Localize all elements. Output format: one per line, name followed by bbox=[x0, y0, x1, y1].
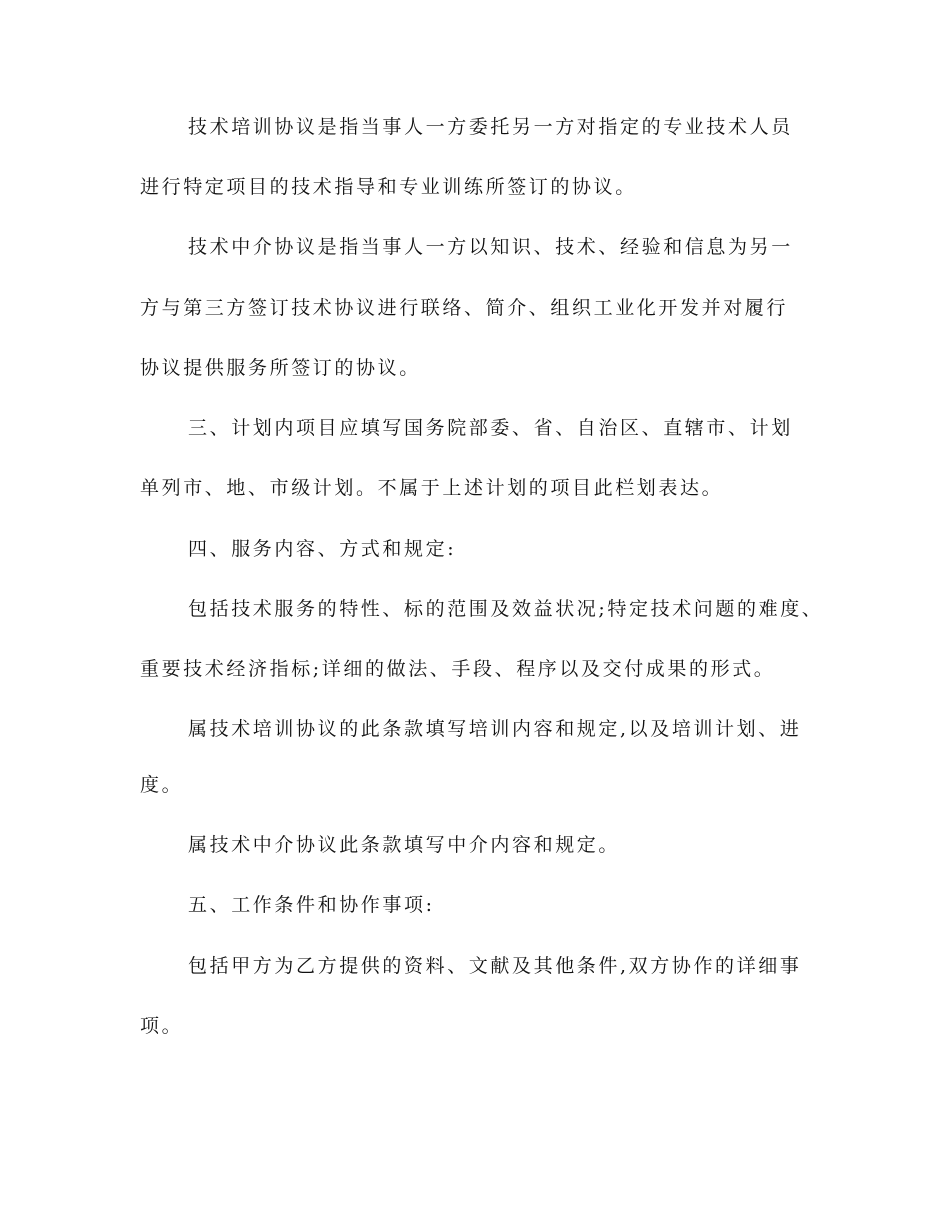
text-line: 包括技术服务的特性、标的范围及效益状况;特定技术问题的难度、 bbox=[188, 598, 824, 620]
text-line: 四、服务内容、方式和规定: bbox=[188, 538, 457, 560]
text-line: 度。 bbox=[140, 774, 184, 796]
text-line: 技术中介协议是指当事人一方以知识、技术、经验和信息为另一 bbox=[188, 236, 793, 258]
text-line: 协议提供服务所签订的协议。 bbox=[140, 357, 421, 379]
text-line: 项。 bbox=[140, 1015, 184, 1037]
text-line: 五、工作条件和协作事项: bbox=[188, 894, 435, 916]
text-line: 三、计划内项目应填写国务院部委、省、自治区、直辖市、计划 bbox=[188, 417, 793, 439]
text-line: 重要技术经济指标;详细的做法、手段、程序以及交付成果的形式。 bbox=[140, 658, 776, 680]
text-line: 单列市、地、市级计划。不属于上述计划的项目此栏划表达。 bbox=[140, 477, 724, 499]
text-line: 方与第三方签订技术协议进行联络、简介、组织工业化开发并对履行 bbox=[140, 297, 789, 319]
text-line: 属技术中介协议此条款填写中介内容和规定。 bbox=[188, 834, 621, 856]
text-line: 属技术培训协议的此条款填写培训内容和规定,以及培训计划、进 bbox=[188, 718, 802, 740]
text-line: 包括甲方为乙方提供的资料、文献及其他条件,双方协作的详细事 bbox=[188, 955, 802, 977]
text-line: 进行特定项目的技术指导和专业训练所签订的协议。 bbox=[140, 176, 637, 198]
text-line: 技术培训协议是指当事人一方委托另一方对指定的专业技术人员 bbox=[188, 116, 793, 138]
